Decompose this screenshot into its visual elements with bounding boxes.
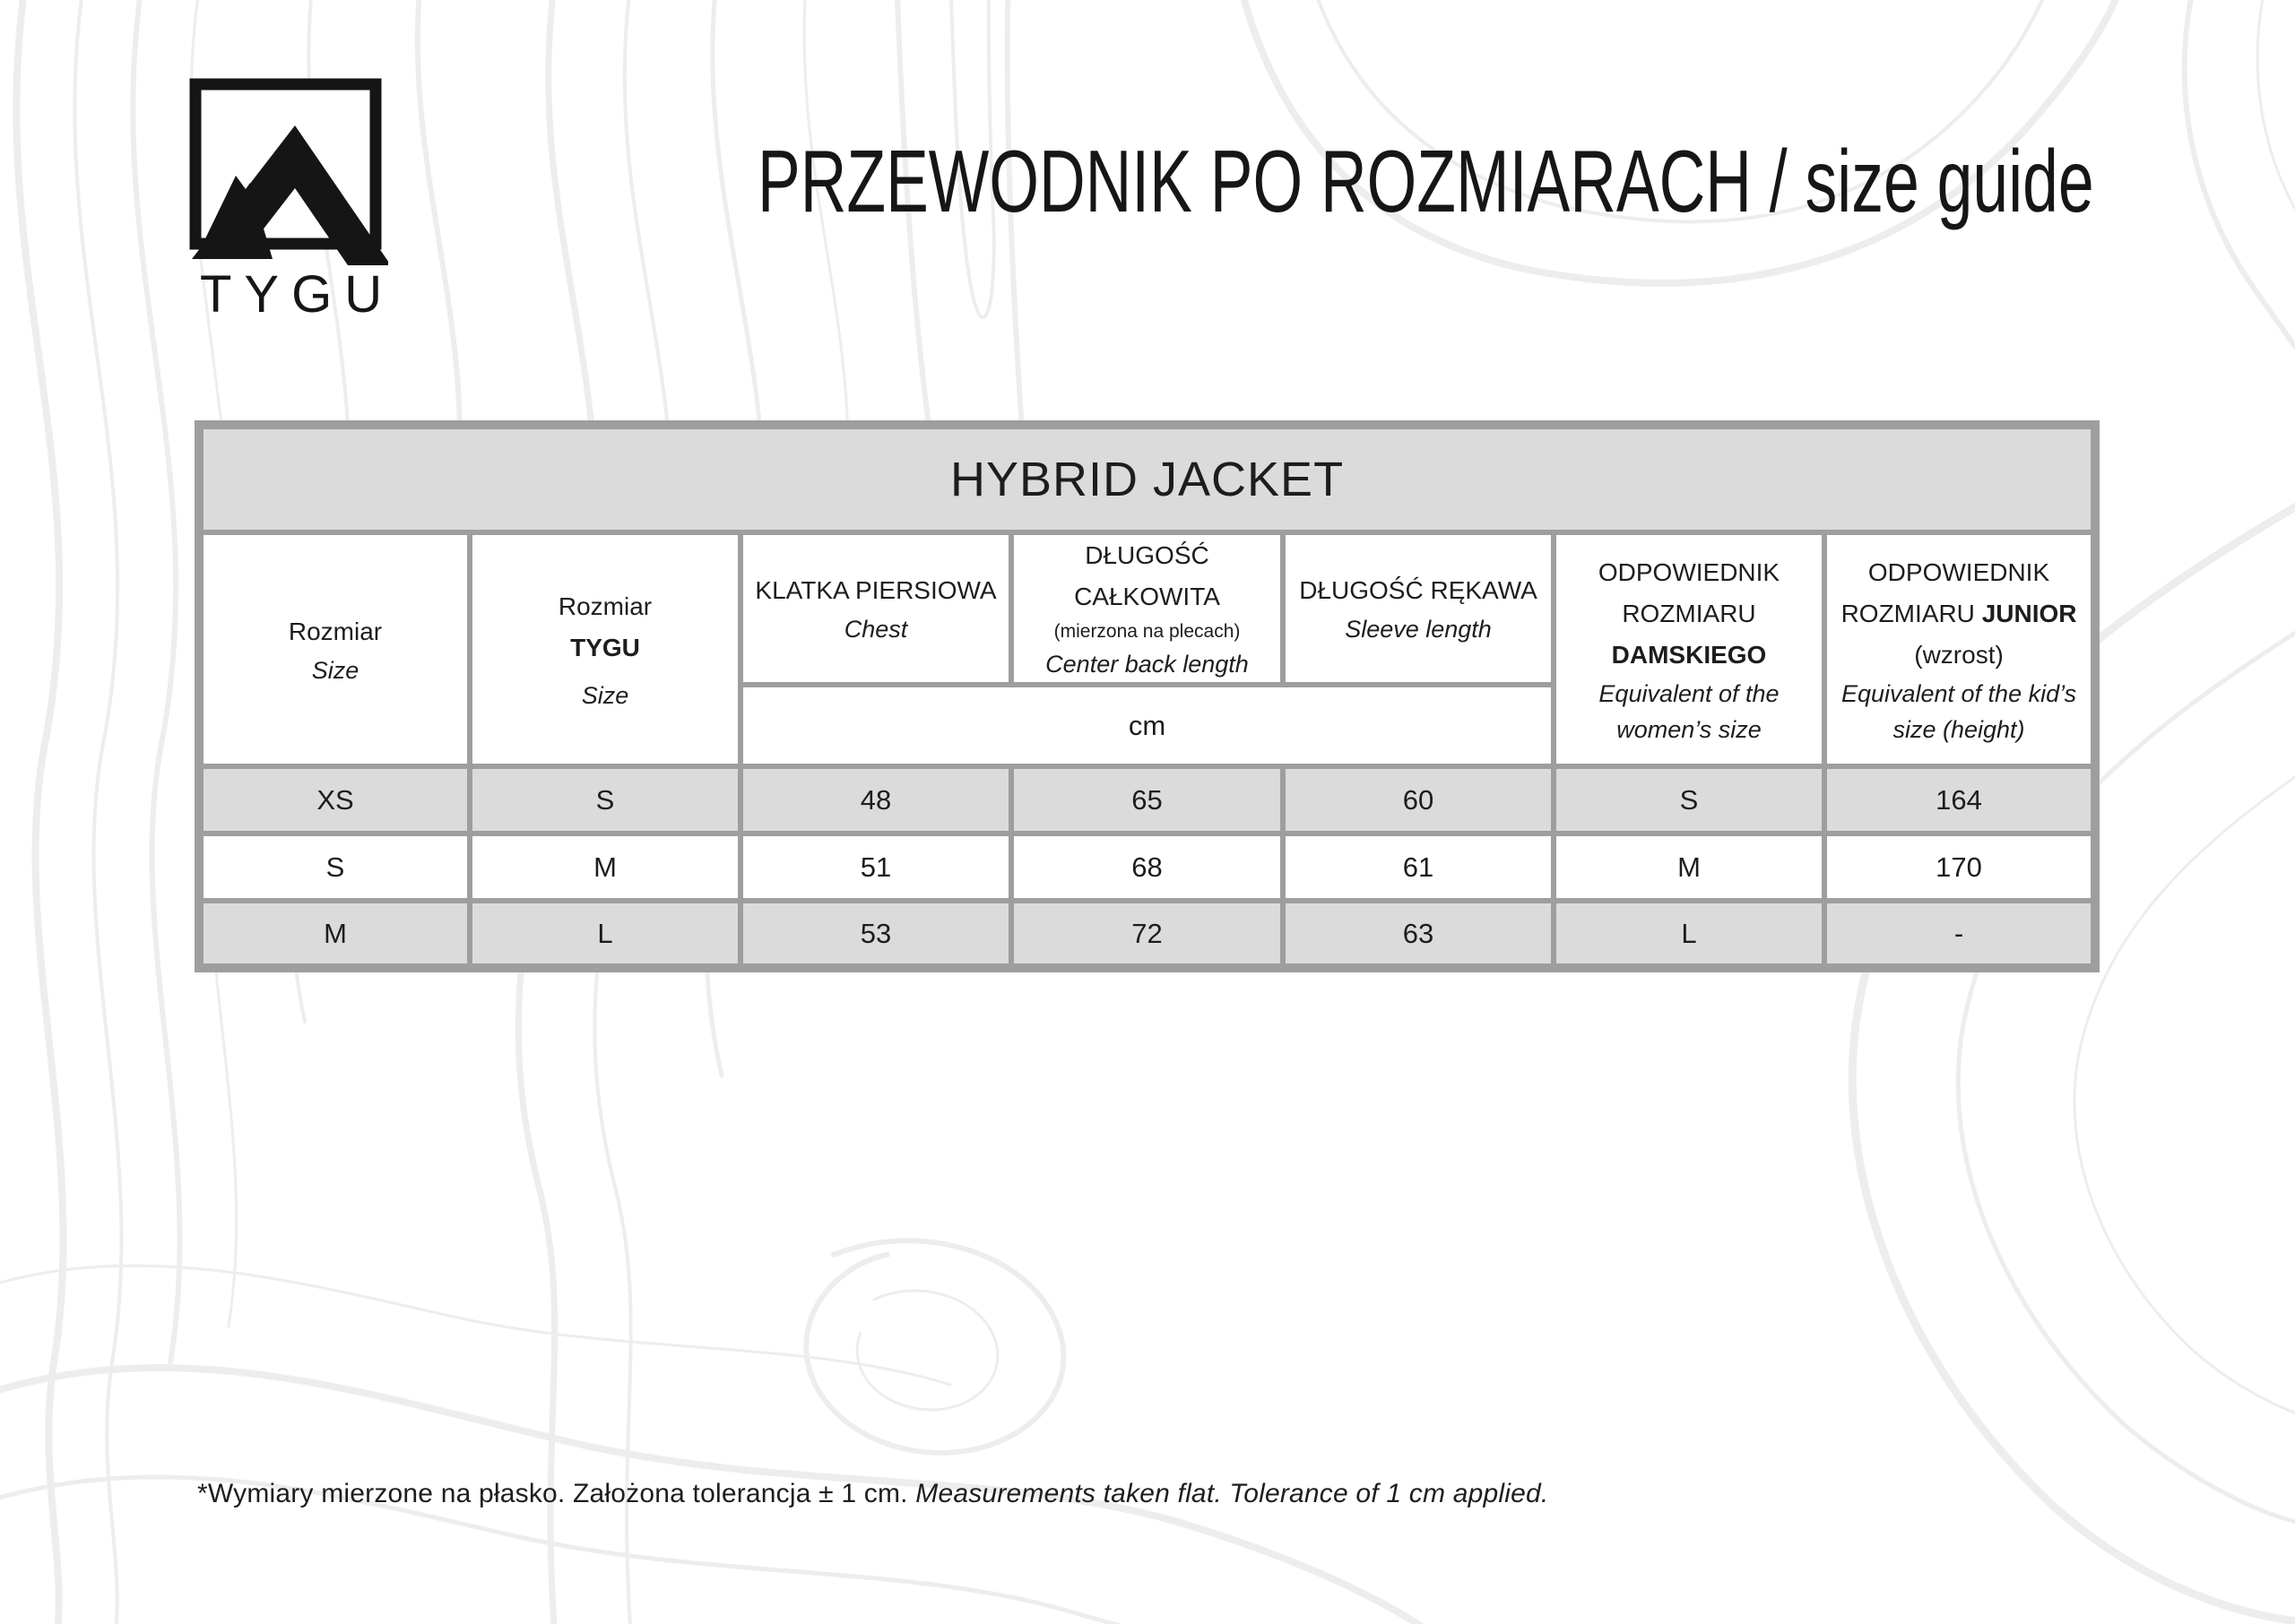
col-header-label2-bold: DAMSKIEGO	[1611, 640, 1767, 669]
col-header-label2	[1562, 593, 1816, 676]
table-cell: -	[1824, 901, 2095, 968]
table-row	[199, 766, 2095, 834]
table-cell: M	[1554, 834, 1824, 901]
col-header-label2	[1832, 593, 2085, 635]
table-cell: 51	[740, 834, 1011, 901]
col-header-tygu-size	[470, 532, 740, 766]
measurement-footnote	[197, 1479, 1548, 1509]
page-title: PRZEWODNIK PO ROZMIARACH / size guide	[758, 132, 2094, 230]
table-cell: M	[470, 834, 740, 901]
brand-wordmark: TYGU	[200, 265, 395, 324]
col-header-brand: TYGU	[570, 633, 640, 661]
col-header-womens-equivalent	[1554, 532, 1824, 766]
table-cell: 170	[1824, 834, 2095, 901]
table-cell: 63	[1283, 901, 1554, 968]
table-cell: M	[199, 901, 470, 968]
col-header-center-back-length	[1011, 532, 1283, 685]
col-header-label: KLATKA PIERSIOWA	[755, 576, 997, 604]
table-cell: 48	[740, 766, 1011, 834]
table-cell: S	[199, 834, 470, 901]
col-header-sublabel: Center back length	[1045, 651, 1249, 678]
col-header-note: (mierzona na plecach)	[1053, 621, 1241, 642]
table-cell: 53	[740, 901, 1011, 968]
table-cell: 164	[1824, 766, 2095, 834]
table-cell: S	[1554, 766, 1824, 834]
col-header-sublabel: Equivalent of the kid’s size (height)	[1840, 679, 2077, 743]
table-cell: L	[1554, 901, 1824, 968]
table-row	[199, 901, 2095, 968]
col-header-note: (wzrost)	[1914, 640, 2004, 669]
brand-logo	[187, 75, 395, 324]
col-header-label: ODPOWIEDNIK	[1867, 557, 2050, 586]
unit-cell: cm	[740, 685, 1554, 766]
footnote-english: Measurements taken flat. Tolerance of 1 cm applied.	[915, 1479, 1549, 1508]
col-header-chest	[740, 532, 1011, 685]
col-header-size	[199, 532, 470, 766]
col-header-sublabel: Size	[581, 681, 629, 709]
table-cell: 68	[1011, 834, 1283, 901]
col-header-label: Rozmiar	[558, 592, 653, 620]
col-header-label: Rozmiar	[288, 617, 383, 645]
mountain-logo-icon	[187, 75, 388, 268]
table-cell: 61	[1283, 834, 1554, 901]
table-cell: L	[470, 901, 740, 968]
col-header-sublabel: Chest	[844, 616, 908, 643]
col-header-label2-prefix: ROZMIARU	[1622, 599, 1756, 627]
table-cell: 65	[1011, 766, 1283, 834]
col-header-sublabel: Sleeve length	[1345, 616, 1492, 643]
col-header-label2-bold: JUNIOR	[1981, 599, 2077, 627]
col-header-label: ODPOWIEDNIK	[1598, 557, 1780, 586]
col-header-junior-equivalent	[1824, 532, 2095, 766]
col-header-label2-prefix: ROZMIARU	[1840, 599, 1975, 627]
table-cell: 60	[1283, 766, 1554, 834]
col-header-sublabel: Size	[311, 656, 359, 684]
table-title-row	[199, 425, 2095, 532]
table-cell: 72	[1011, 901, 1283, 968]
table-row	[199, 834, 2095, 901]
table-cell: XS	[199, 766, 470, 834]
table-cell: S	[470, 766, 740, 834]
size-table	[195, 420, 2100, 972]
table-title: HYBRID JACKET	[199, 425, 2095, 532]
col-header-label: DŁUGOŚĆ RĘKAWA	[1299, 576, 1537, 604]
col-header-sublabel: Equivalent of the women’s size	[1598, 679, 1780, 743]
table-header-row	[199, 532, 2095, 685]
col-header-label: DŁUGOŚĆ CAŁKOWITA	[1074, 541, 1220, 610]
col-header-sleeve-length	[1283, 532, 1554, 685]
footnote-polish: *Wymiary mierzone na płasko. Założona tolerancja ± 1 cm.	[197, 1479, 908, 1508]
